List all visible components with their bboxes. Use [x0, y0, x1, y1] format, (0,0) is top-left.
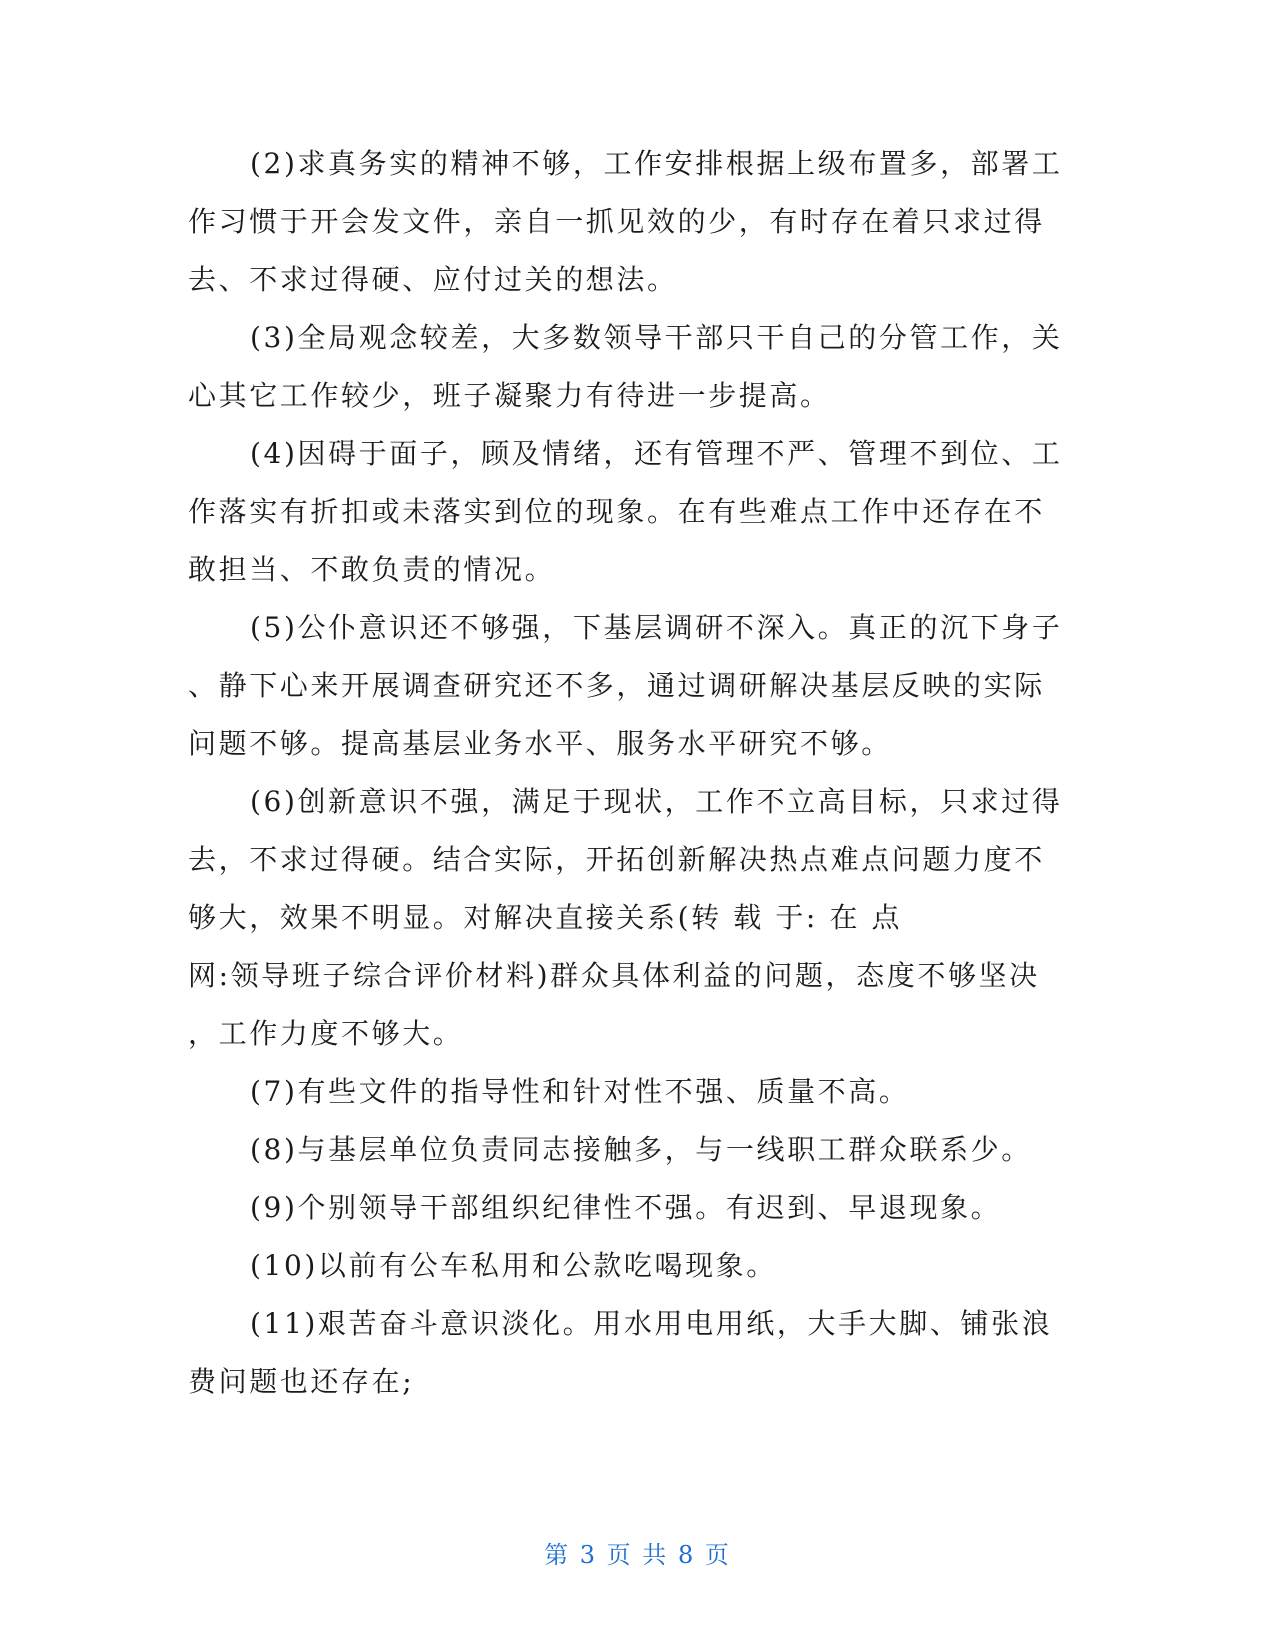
paragraph-line: 去，不求过得硬。结合实际，开拓创新解决热点难点问题力度不 — [188, 843, 1045, 876]
paragraph-line: 费问题也还存在; — [188, 1365, 415, 1398]
paragraph-line: (3)全局观念较差，大多数领导干部只干自己的分管工作，关 — [250, 321, 1063, 354]
paragraph-line: (2)求真务实的精神不够，工作安排根据上级布置多，部署工 — [250, 147, 1063, 180]
paragraph-line: (9)个别领导干部组织纪律性不强。有迟到、早退现象。 — [250, 1191, 1002, 1224]
paragraph-line: 问题不够。提高基层业务水平、服务水平研究不够。 — [188, 727, 892, 760]
paragraph-line: 、静下心来开展调查研究还不多，通过调研解决基层反映的实际 — [188, 669, 1045, 702]
paragraph-line: 去、不求过得硬、应付过关的想法。 — [188, 263, 678, 296]
page-number: 第 3 页 共 8 页 — [544, 1541, 731, 1569]
paragraph-line: 敢担当、不敢负责的情况。 — [188, 553, 556, 586]
paragraph-line: (8)与基层单位负责同志接触多，与一线职工群众联系少。 — [250, 1133, 1032, 1166]
paragraph-line: ，工作力度不够大。 — [188, 1017, 464, 1050]
paragraph-line: (11)艰苦奋斗意识淡化。用水用电用纸，大手大脚、铺张浪 — [250, 1307, 1053, 1340]
paragraph-line: 作落实有折扣或未落实到位的现象。在有些难点工作中还存在不 — [188, 495, 1045, 528]
paragraph-line: 够大，效果不明显。对解决直接关系(转 载 于: 在 点 — [188, 901, 903, 934]
paragraph-line: 心其它工作较少，班子凝聚力有待进一步提高。 — [188, 379, 831, 412]
paragraph-line: (4)因碍于面子，顾及情绪，还有管理不严、管理不到位、工 — [250, 437, 1063, 470]
paragraph-line: 作习惯于开会发文件，亲自一抓见效的少，有时存在着只求过得 — [188, 205, 1045, 238]
paragraph-line: (6)创新意识不强，满足于现状，工作不立高目标，只求过得 — [250, 785, 1063, 818]
paragraph-line: 网:领导班子综合评价材料)群众具体利益的问题，态度不够坚决 — [188, 959, 1040, 992]
paragraph-line: (5)公仆意识还不够强，下基层调研不深入。真正的沉下身子 — [250, 611, 1063, 644]
paragraph-line: (10)以前有公车私用和公款吃喝现象。 — [250, 1249, 777, 1282]
paragraph-line: (7)有些文件的指导性和针对性不强、质量不高。 — [250, 1075, 910, 1108]
